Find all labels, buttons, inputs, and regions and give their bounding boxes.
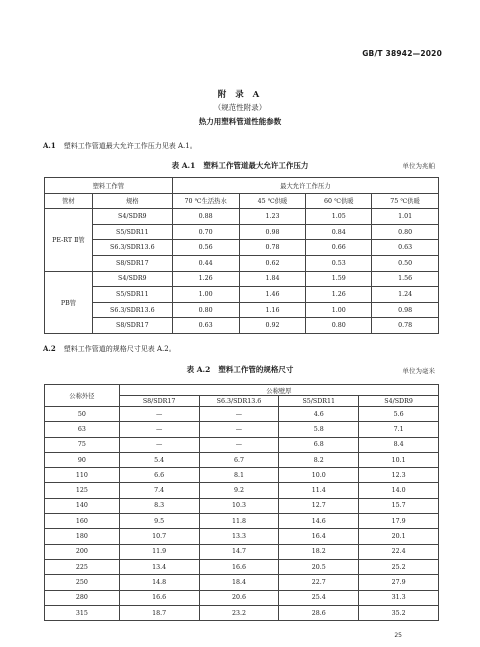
table-cell: S5/SDR11 <box>92 224 172 240</box>
table-cell: 0.63 <box>172 318 239 334</box>
table-cell: 125 <box>45 483 120 498</box>
table-cell: 8.4 <box>359 437 439 452</box>
section-a1-number: A.1 <box>43 141 56 150</box>
table-cell: 9.2 <box>199 483 279 498</box>
table-row <box>45 483 439 498</box>
table-cell: 18.2 <box>279 544 359 559</box>
table-cell: 14.7 <box>199 544 279 559</box>
table-a2 <box>44 384 439 621</box>
table-cell: 6.6 <box>119 468 199 483</box>
table-cell: 15.7 <box>359 498 439 513</box>
table-a2-number: 表 A.2 <box>186 365 211 374</box>
table-cell: 17.9 <box>359 514 439 529</box>
table-cell: 20.6 <box>199 590 279 605</box>
table-a1-group-header: 塑料工作管 <box>45 178 173 194</box>
table-cell: S8/SDR17 <box>92 255 172 271</box>
table-row <box>45 271 439 287</box>
section-a2 <box>43 344 176 354</box>
table-row <box>45 209 439 225</box>
table-cell: — <box>119 422 199 437</box>
table-cell: 14.6 <box>279 514 359 529</box>
page-number: 25 <box>394 632 402 639</box>
table-cell: 20.5 <box>279 559 359 574</box>
table-cell: 8.2 <box>279 452 359 467</box>
table-a1-col-material: 管材 <box>45 193 93 209</box>
table-a1-col-spec: 规格 <box>92 193 172 209</box>
table-cell: 1.05 <box>306 209 372 225</box>
table-cell: 14.8 <box>119 575 199 590</box>
table-a1-number: 表 A.1 <box>171 161 196 170</box>
table-cell: — <box>199 407 279 422</box>
table-a2-title: 塑料工作管的规格尺寸 <box>218 365 294 374</box>
section-a2-number: A.2 <box>43 344 56 353</box>
table-cell: 13.3 <box>199 529 279 544</box>
table-cell: 7.1 <box>359 422 439 437</box>
table-a2-wall-header: 公称壁厚 <box>119 385 438 396</box>
table-cell: 11.8 <box>199 514 279 529</box>
table-cell: 6.8 <box>279 437 359 452</box>
table-cell: 7.4 <box>119 483 199 498</box>
table-cell: 1.24 <box>372 287 439 303</box>
table-cell: 1.01 <box>372 209 439 225</box>
table-a1-col-temp: 45 ℃供暖 <box>239 193 306 209</box>
table-a2-col-spec: S5/SDR11 <box>279 396 359 407</box>
table-row <box>45 590 439 605</box>
table-cell: S4/SDR9 <box>92 209 172 225</box>
table-cell: 0.88 <box>172 209 239 225</box>
table-row <box>45 529 439 544</box>
section-a1-text: 塑料工作管道最大允许工作压力见表 A.1。 <box>63 142 197 150</box>
table-cell: 16.6 <box>199 559 279 574</box>
table-row <box>45 240 439 256</box>
table-cell: S6.3/SDR13.6 <box>92 240 172 256</box>
table-cell: 20.1 <box>359 529 439 544</box>
table-cell: S4/SDR9 <box>92 271 172 287</box>
table-cell: 1.84 <box>239 271 306 287</box>
table-a1-pressure-header: 最大允许工作压力 <box>172 178 438 194</box>
table-cell: 1.59 <box>306 271 372 287</box>
table-cell: — <box>199 422 279 437</box>
table-cell: 14.0 <box>359 483 439 498</box>
table-cell: 5.6 <box>359 407 439 422</box>
table-cell: 0.50 <box>372 255 439 271</box>
table-row <box>45 559 439 574</box>
table-a1-material: PE-RT Ⅱ管 <box>45 209 93 271</box>
table-row <box>45 468 439 483</box>
table-row <box>45 544 439 559</box>
table-cell: 6.7 <box>199 452 279 467</box>
table-cell: 1.00 <box>172 287 239 303</box>
table-row <box>45 422 439 437</box>
table-cell: 63 <box>45 422 120 437</box>
table-cell: 0.70 <box>172 224 239 240</box>
table-row <box>45 437 439 452</box>
table-cell: 0.80 <box>306 318 372 334</box>
table-cell: 0.80 <box>372 224 439 240</box>
table-cell: 1.16 <box>239 302 306 318</box>
table-cell: 5.4 <box>119 452 199 467</box>
table-cell: 35.2 <box>359 605 439 620</box>
table-row <box>45 514 439 529</box>
table-a2-col-od: 公称外径 <box>45 385 120 407</box>
table-cell: 0.84 <box>306 224 372 240</box>
table-cell: 110 <box>45 468 120 483</box>
table-cell: 23.2 <box>199 605 279 620</box>
table-cell: 0.63 <box>372 240 439 256</box>
table-cell: 0.98 <box>372 302 439 318</box>
table-a2-col-spec: S4/SDR9 <box>359 396 439 407</box>
table-cell: 22.7 <box>279 575 359 590</box>
table-cell: 1.26 <box>306 287 372 303</box>
table-cell: 1.56 <box>372 271 439 287</box>
table-cell: S6.3/SDR13.6 <box>92 302 172 318</box>
table-cell: — <box>119 437 199 452</box>
table-cell: 10.7 <box>119 529 199 544</box>
table-cell: 0.80 <box>172 302 239 318</box>
table-cell: 12.7 <box>279 498 359 513</box>
table-row <box>45 302 439 318</box>
table-cell: 4.6 <box>279 407 359 422</box>
table-cell: 22.4 <box>359 544 439 559</box>
table-cell: S8/SDR17 <box>92 318 172 334</box>
table-row <box>45 224 439 240</box>
table-cell: 0.62 <box>239 255 306 271</box>
table-cell: 0.56 <box>172 240 239 256</box>
table-row <box>45 287 439 303</box>
table-row <box>45 255 439 271</box>
table-cell: 8.1 <box>199 468 279 483</box>
table-cell: 1.23 <box>239 209 306 225</box>
table-cell: 1.00 <box>306 302 372 318</box>
table-cell: 75 <box>45 437 120 452</box>
appendix-heading: 热力用塑料管道性能参数 <box>198 117 282 126</box>
table-cell: 16.4 <box>279 529 359 544</box>
table-a1 <box>44 177 439 334</box>
table-cell: 18.7 <box>119 605 199 620</box>
table-a1-col-temp: 75 ℃供暖 <box>372 193 439 209</box>
table-cell: 12.3 <box>359 468 439 483</box>
table-cell: 50 <box>45 407 120 422</box>
table-cell: 0.66 <box>306 240 372 256</box>
table-cell: 0.53 <box>306 255 372 271</box>
table-cell: 0.98 <box>239 224 306 240</box>
table-cell: 140 <box>45 498 120 513</box>
table-cell: 25.2 <box>359 559 439 574</box>
table-cell: 10.1 <box>359 452 439 467</box>
table-cell: 16.6 <box>119 590 199 605</box>
table-cell: — <box>199 437 279 452</box>
table-cell: 0.78 <box>239 240 306 256</box>
table-a1-material: PB管 <box>45 271 93 333</box>
table-row <box>45 575 439 590</box>
table-cell: 315 <box>45 605 120 620</box>
table-a1-unit: 单位为兆帕 <box>402 162 435 170</box>
table-cell: 25.4 <box>279 590 359 605</box>
table-cell: 5.8 <box>279 422 359 437</box>
table-cell: 1.46 <box>239 287 306 303</box>
table-cell: 160 <box>45 514 120 529</box>
table-cell: 180 <box>45 529 120 544</box>
table-cell: 1.26 <box>172 271 239 287</box>
table-cell: 11.4 <box>279 483 359 498</box>
table-cell: 0.92 <box>239 318 306 334</box>
table-cell: 11.9 <box>119 544 199 559</box>
table-cell: 0.44 <box>172 255 239 271</box>
table-cell: 280 <box>45 590 120 605</box>
table-row <box>45 452 439 467</box>
table-a1-col-temp: 70 ℃生活热水 <box>172 193 239 209</box>
table-a1-col-temp: 60 ℃供暖 <box>306 193 372 209</box>
standard-number: GB/T 38942—2020 <box>362 49 442 58</box>
table-cell: 0.78 <box>372 318 439 334</box>
table-cell: 90 <box>45 452 120 467</box>
table-a2-col-spec: S6.3/SDR13.6 <box>199 396 279 407</box>
table-cell: 28.6 <box>279 605 359 620</box>
table-cell: 18.4 <box>199 575 279 590</box>
table-row <box>45 318 439 334</box>
table-cell: 31.3 <box>359 590 439 605</box>
appendix-subtitle: （规范性附录） <box>213 103 267 112</box>
table-cell: 8.3 <box>119 498 199 513</box>
table-cell: 225 <box>45 559 120 574</box>
table-cell: 250 <box>45 575 120 590</box>
table-a1-title: 塑料工作管道最大允许工作压力 <box>203 161 309 170</box>
table-row <box>45 605 439 620</box>
table-cell: 10.3 <box>199 498 279 513</box>
table-cell: S5/SDR11 <box>92 287 172 303</box>
table-row <box>45 407 439 422</box>
table-row <box>45 498 439 513</box>
table-cell: 10.0 <box>279 468 359 483</box>
section-a1 <box>43 141 197 151</box>
table-cell: 200 <box>45 544 120 559</box>
table-cell: 9.5 <box>119 514 199 529</box>
section-a2-text: 塑料工作管道的规格尺寸见表 A.2。 <box>63 345 176 353</box>
table-cell: 27.9 <box>359 575 439 590</box>
table-cell: — <box>119 407 199 422</box>
table-a2-col-spec: S8/SDR17 <box>119 396 199 407</box>
appendix-title: 附 录 A <box>217 90 263 100</box>
table-cell: 13.4 <box>119 559 199 574</box>
table-a2-unit: 单位为毫米 <box>402 367 435 375</box>
